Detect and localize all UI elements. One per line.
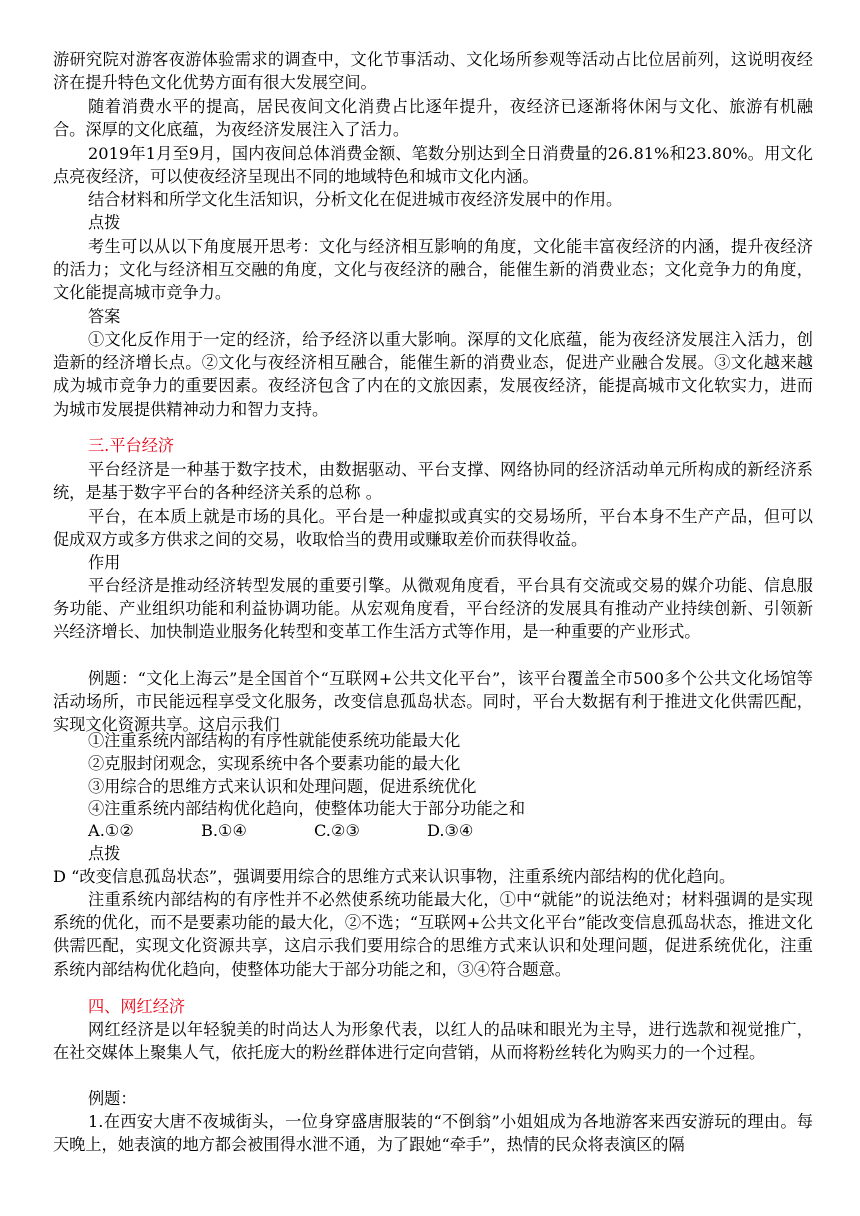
paragraph-platform-role: 平台经济是推动经济转型发展的重要引擎。从微观角度看，平台具有交流或交易的媒介功能、信息服务功能、产业组织功能和利益协调功能。从宏观角度看，平台经济的发展具有推动产业持续创新、引领新兴经济增长、加快制造业服务化转型和变革工作生活方式等作用，是一种重要的产业形式。 xyxy=(53,576,813,642)
section-heading-platform-economy: 三.平台经济 xyxy=(88,436,175,455)
paragraph-survey: 游研究院对游客夜游体验需求的调查中，文化节事活动、文化场所参观等活动占比位居前列，这说明夜经济在提升特色文化优势方面有很大发展空间。 xyxy=(53,50,813,93)
paragraph-influencer-definition: 网红经济是以年轻貌美的时尚达人为形象代表，以红人的品味和眼光为主导，进行选款和视觉推广，在社交媒体上聚集人气，依托庞大的粉丝群体进行定向营销，从而将粉丝转化为购买力的一个过程。 xyxy=(53,1020,813,1063)
example-label: 例题： xyxy=(88,1089,137,1108)
choice-item-2: ②克服封闭观念，实现系统中各个要素功能的最大化 xyxy=(88,754,461,773)
tip-label: 点拨 xyxy=(88,213,121,232)
choice-item-1: ①注重系统内部结构的有序性就能使系统功能最大化 xyxy=(88,731,461,750)
paragraph-platform-definition: 平台经济是一种基于数字技术，由数据驱动、平台支撑、网络协同的经济活动单元所构成的新经济系统，是基于数字平台的各种经济关系的总称 。 xyxy=(53,460,813,503)
option-d: D.③④ xyxy=(427,821,474,840)
example-paragraph: 1.在西安大唐不夜城街头，一位身穿盛唐服装的“不倒翁”小姐姐成为各地游客来西安游玩的理由。每天晚上，她表演的地方都会被围得水泄不通，为了跟她“牵手”，热情的民众将表演区的隔 xyxy=(53,1112,813,1155)
paragraph-platform-essence: 平台，在本质上就是市场的具化。平台是一种虚拟或真实的交易场所，平台本身不生产产品，但可以促成双方或多方供求之间的交易，收取恰当的费用或赚取差价而获得收益。 xyxy=(53,507,813,550)
choice-item-4: ④注重系统内部结构优化趋向，使整体功能大于部分功能之和 xyxy=(88,799,526,818)
answer-explanation: D “改变信息孤岛状态”，强调要用综合的思维方式来认识事物，注重系统内部结构的优化趋向。 xyxy=(53,867,736,886)
tip-paragraph: 考生可以从以下角度展开思考：文化与经济相互影响的角度，文化能丰富夜经济的内涵，提升夜经济的活力；文化与经济相互交融的角度，文化与夜经济的融合，能催生新的消费业态；文化竞争力的角度，文化能提高城市竞争力。 xyxy=(53,237,813,303)
choice-item-3: ③用综合的思维方式来认识和处理问题，促进系统优化 xyxy=(88,777,477,796)
answer-options xyxy=(88,819,588,842)
example-question: 例题：“文化上海云”是全国首个“互联网+公共文化平台”，该平台覆盖全市500多个公共文化场馆等活动场所，市民能远程享受文化服务，改变信息孤岛状态。同时，平台大数据有利于推进文化供需匹配，实现文化资源共享。这启示我们 xyxy=(53,669,813,735)
option-b: B.①④ xyxy=(201,821,248,840)
section-heading-influencer-economy: 四、网红经济 xyxy=(88,997,186,1016)
paragraph-statistics: 2019年1月至9月，国内夜间总体消费金额、笔数分别达到全日消费量的26.81%和23.80%。用文化点亮夜经济，可以使夜经济呈现出不同的地域特色和城市文化内涵。 xyxy=(53,144,813,187)
question-prompt: 结合材料和所学文化生活知识，分析文化在促进城市夜经济发展中的作用。 xyxy=(88,190,623,209)
option-c: C.②③ xyxy=(314,821,360,840)
role-label: 作用 xyxy=(88,553,121,572)
tip-label-2: 点拨 xyxy=(88,844,121,863)
detailed-explanation: 注重系统内部结构的有序性并不必然使系统功能最大化，①中“就能”的说法绝对；材料强调的是实现系统的优化，而不是要素功能的最大化，②不选；“互联网+公共文化平台”能改变信息孤岛状态，推进文化供需匹配，实现文化资源共享，这启示我们要用综合的思维方式来认识和处理问题，促进系统优化，注重系统内部结构优化趋向，使整体功能大于部分功能之和，③④符合题意。 xyxy=(53,890,813,979)
answer-label: 答案 xyxy=(88,307,121,326)
answer-paragraph: ①文化反作用于一定的经济，给予经济以重大影响。深厚的文化底蕴，能为夜经济发展注入活力，创造新的经济增长点。②文化与夜经济相互融合，能催生新的消费业态，促进产业融合发展。③文化越来越成为城市竞争力的重要因素。夜经济包含了内在的文旅因素，发展夜经济，能提高城市文化软实力，进而为城市发展提供精神动力和智力支持。 xyxy=(53,330,813,419)
paragraph-consumption: 随着消费水平的提高，居民夜间文化消费占比逐年提升，夜经济已逐渐将休闲与文化、旅游有机融合。深厚的文化底蕴，为夜经济发展注入了活力。 xyxy=(53,97,813,140)
option-a: A.①② xyxy=(88,821,134,840)
